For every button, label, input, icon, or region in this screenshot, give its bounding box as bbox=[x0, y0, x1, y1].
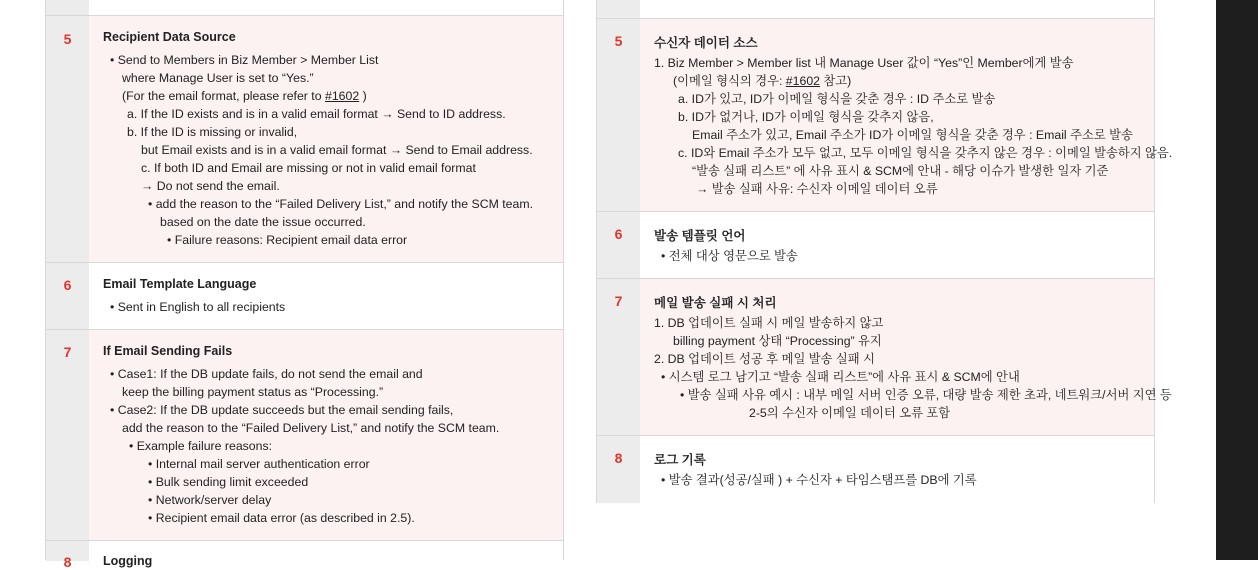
list-item: • Internal mail server authentication error bbox=[148, 457, 370, 471]
table-row bbox=[46, 329, 563, 541]
row-number: 8 bbox=[614, 450, 623, 466]
row-title: Logging bbox=[103, 554, 153, 568]
list-item: b. ID가 없거나, ID가 이메일 형식을 갖추지 않음, bbox=[678, 110, 934, 124]
list-item: (이메일 형식의 경우: #1602 참고) bbox=[673, 74, 852, 88]
row-title: 메일 발송 실패 시 처리 bbox=[654, 296, 777, 310]
list-item: a. If the ID exists and is in a valid email format → Send to ID address. bbox=[127, 107, 506, 121]
list-item: billing payment 상태 “Processing” 유지 bbox=[673, 334, 882, 348]
list-item: add the reason to the “Failed Delivery List,” and notify the SCM team. bbox=[122, 421, 500, 435]
list-item: “발송 실패 리스트” 에 사유 표시 & SCM에 안내 - 해당 이슈가 발생한 일자 기준 bbox=[692, 164, 1109, 178]
list-item: but Email exists and is in a valid email format → Send to Email address. bbox=[141, 143, 533, 157]
list-item: 2. DB 업데이트 성공 후 메일 발송 실패 시 bbox=[654, 352, 875, 366]
table-row bbox=[46, 262, 563, 330]
right-spec-table bbox=[596, 0, 1173, 503]
list-item: based on the date the issue occurred. bbox=[160, 215, 366, 229]
list-item: keep the billing payment status as “Processing.” bbox=[122, 385, 384, 399]
row-number: 5 bbox=[614, 33, 623, 49]
row-number: 7 bbox=[63, 344, 72, 360]
row-number: 5 bbox=[63, 31, 72, 47]
row-title: Recipient Data Source bbox=[103, 30, 236, 44]
table-row bbox=[46, 540, 563, 570]
table-row bbox=[597, 211, 1154, 279]
list-item: • Send to Members in Biz Member > Member List bbox=[110, 53, 379, 67]
row-number: 6 bbox=[63, 277, 72, 293]
row-number: 8 bbox=[63, 554, 72, 570]
list-item: • Bulk sending limit exceeded bbox=[148, 475, 309, 489]
list-item: • add the reason to the “Failed Delivery List,” and notify the SCM team. bbox=[148, 197, 534, 211]
row-title: 로그 기록 bbox=[654, 453, 706, 467]
list-item: (For the email format, please refer to #1602 ) bbox=[122, 89, 367, 103]
list-item: where Manage User is set to “Yes.” bbox=[122, 71, 314, 85]
list-item: Email 주소가 있고, Email 주소가 ID가 이메일 형식을 갖춘 경우 : Email 주소로 발송 bbox=[692, 128, 1133, 142]
table-row bbox=[597, 278, 1172, 436]
list-item: 2-5의 수신자 이메일 데이터 오류 포함 bbox=[749, 406, 951, 420]
list-item: • 발송 결과(성공/실패 ) + 수신자 + 타임스탬프를 DB에 기록 bbox=[661, 473, 977, 487]
list-item: 1. DB 업데이트 실패 시 메일 발송하지 않고 bbox=[654, 316, 884, 330]
table-row bbox=[597, 0, 1154, 18]
table-row bbox=[46, 15, 563, 263]
list-item: • 전체 대상 영문으로 발송 bbox=[661, 249, 798, 263]
list-item: • 시스템 로그 남기고 “발송 실패 리스트”에 사유 표시 & SCM에 안내 bbox=[661, 370, 1020, 384]
row-title: If Email Sending Fails bbox=[103, 344, 233, 358]
left-spec-table bbox=[45, 0, 564, 570]
row-title: 발송 템플릿 언어 bbox=[654, 229, 746, 243]
list-item: c. ID와 Email 주소가 모두 없고, 모두 이메일 형식을 갖추지 않은 경우 : 이메일 발송하지 않음. bbox=[678, 146, 1173, 160]
list-item: • Network/server delay bbox=[148, 493, 272, 507]
issue-link[interactable]: #1602 bbox=[324, 89, 360, 103]
list-item: • Case1: If the DB update fails, do not send the email and bbox=[110, 367, 423, 381]
dark-side-panel bbox=[1216, 0, 1258, 560]
row-number: 7 bbox=[614, 293, 623, 309]
row-title: Email Template Language bbox=[103, 277, 257, 291]
list-item: → Do not send the email. bbox=[141, 179, 280, 193]
list-item: → 발송 실패 사유: 수신자 이메일 데이터 오류 bbox=[696, 182, 938, 196]
list-item: • Failure reasons: Recipient email data error bbox=[167, 233, 408, 247]
table-row bbox=[46, 0, 563, 15]
table-row bbox=[597, 18, 1173, 212]
list-item: c. If both ID and Email are missing or not in valid email format bbox=[141, 161, 476, 175]
row-title: 수신자 데이터 소스 bbox=[654, 36, 758, 50]
list-item: • Case2: If the DB update succeeds but the email sending fails, bbox=[110, 403, 454, 417]
list-item: 1. Biz Member > Member list 내 Manage User 값이 “Yes”인 Member에게 발송 bbox=[654, 56, 1074, 70]
list-item: • Recipient email data error (as described in 2.5). bbox=[148, 511, 415, 525]
list-item: • Example failure reasons: bbox=[129, 439, 273, 453]
list-item: • 발송 실패 사유 예시 : 내부 메일 서버 인증 오류, 대량 발송 제한 초과, 네트워크/서버 지연 등 bbox=[680, 388, 1172, 402]
list-item: b. If the ID is missing or invalid, bbox=[127, 125, 298, 139]
issue-link[interactable]: #1602 bbox=[785, 74, 820, 88]
list-item: • Sent in English to all recipients bbox=[110, 300, 286, 314]
list-item: a. ID가 있고, ID가 이메일 형식을 갖춘 경우 : ID 주소로 발송 bbox=[678, 92, 996, 106]
row-number: 6 bbox=[614, 226, 623, 242]
table-row bbox=[597, 435, 1154, 503]
